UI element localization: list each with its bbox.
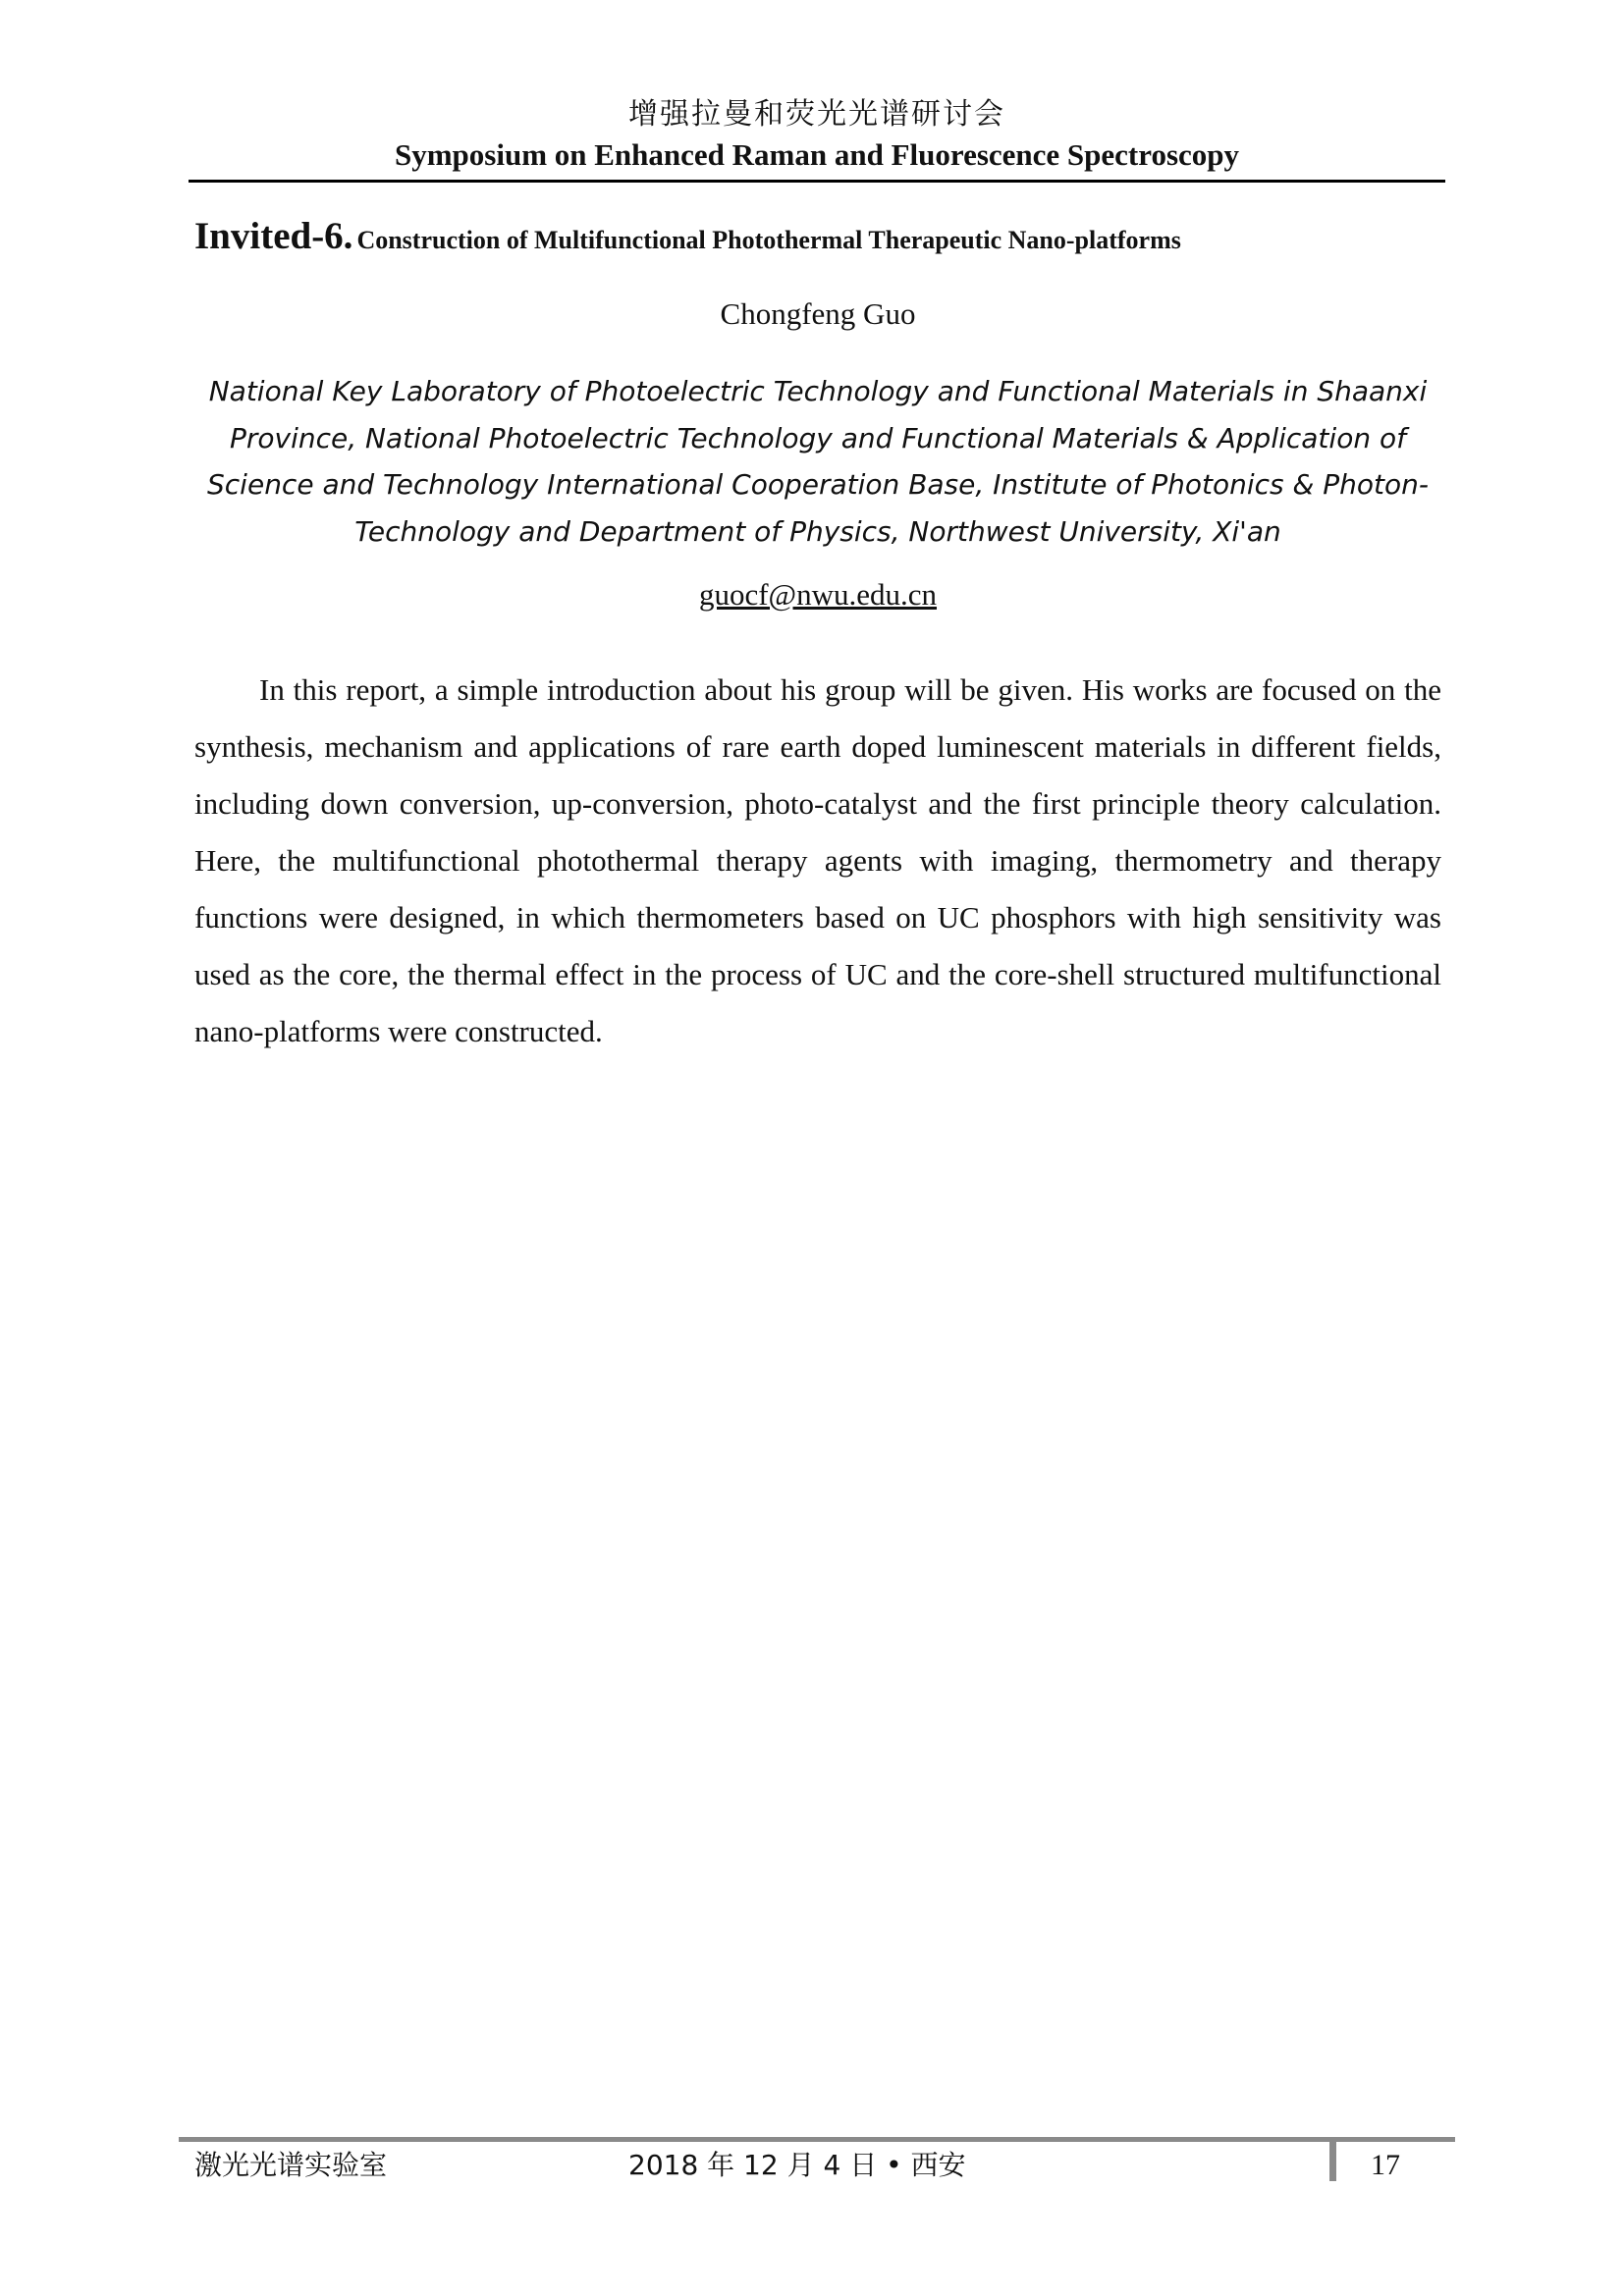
footer-date-location: 2018 年 12 月 4 日 • 西安 bbox=[628, 2149, 966, 2181]
header-title-en: Symposium on Enhanced Raman and Fluorescence Spectroscopy bbox=[394, 137, 1240, 172]
abstract-tag: Invited-6. bbox=[194, 215, 353, 257]
header-title-cn: 增强拉曼和荧光光谱研讨会 bbox=[628, 97, 1005, 132]
abstract-title-line bbox=[194, 214, 1181, 258]
affiliation-line: Technology and Department of Physics, Northwest University, Xi'an bbox=[354, 514, 1281, 548]
affiliation-line: National Key Laboratory of Photoelectric Technology and Functional Materials in Shaanxi bbox=[208, 375, 1428, 407]
affiliation bbox=[194, 368, 1441, 555]
header-divider bbox=[189, 180, 1445, 183]
affiliation-line: Science and Technology International Cooperation Base, Institute of Photonics & Photon- bbox=[207, 468, 1429, 501]
abstract-title: Construction of Multifunctional Photothermal Therapeutic Nano-platforms bbox=[356, 226, 1181, 254]
abstract-body: In this report, a simple introduction about his group will be given. His works are focused on the synthesis, mechanism and applications of rare earth doped luminescent materials in different fields, including down conversion, up-conversion, photo-catalyst and the first principle theory calculation. Here, the multifunctional photothermal therapy agents with imaging, thermometry and therapy functions were designed, in which thermometers based on UC phosphors with high sensitivity was used as the core, the thermal effect in the process of UC and the core-shell structured multifunctional nano-platforms were constructed. bbox=[194, 672, 1441, 1048]
author-name: Chongfeng Guo bbox=[720, 296, 916, 331]
footer-divider bbox=[179, 2137, 1455, 2142]
footer-lab-name: 激光光谱实验室 bbox=[194, 2149, 388, 2181]
email-container bbox=[194, 575, 1441, 614]
footer-page-separator bbox=[1329, 2140, 1336, 2181]
affiliation-line: Province, National Photoelectric Technology and Functional Materials & Application of bbox=[230, 421, 1406, 454]
email-link[interactable]: guocf@nwu.edu.cn bbox=[698, 577, 938, 612]
page-number: 17 bbox=[1371, 2149, 1400, 2181]
running-header bbox=[189, 94, 1445, 175]
